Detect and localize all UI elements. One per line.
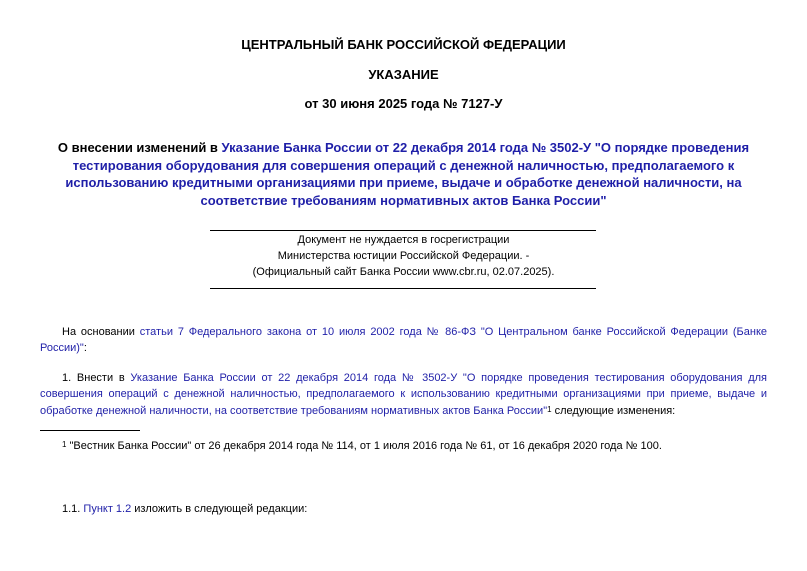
basis-law-link[interactable]: статьи 7 Федерального закона от 10 июля 2002 года № 86-ФЗ "О Центральном банке Российской Федерации (Банке России)" xyxy=(40,326,767,354)
title-amended-act-link[interactable]: Указание Банка России от 22 декабря 2014 года № 3502-У "О порядке проведения тестирования оборудования для совершения операций с денежной наличностью, предполагаемого к использованию кредитными организациями при приеме, выдаче и обработке денежной наличности, на соответствие требованиям нормативных актов Банка России" xyxy=(65,140,750,208)
registration-bottom-divider xyxy=(210,288,596,289)
item-1-suffix: следующие изменения: xyxy=(551,405,676,417)
item-1-amended-act-link[interactable]: Указание Банка России от 22 декабря 2014 года № 3502-У "О порядке проведения тестирования оборудования для совершения операций с денежной наличностью, предполагаемого к использованию кредитными организациями при приеме, выдаче и обработке денежной наличности, на соответствие требованиям нормативных актов Банка России" xyxy=(40,372,767,417)
registration-top-divider xyxy=(210,230,596,231)
registration-note-line-1: Документ не нуждается в госрегистрации xyxy=(297,234,510,246)
issuer-heading: ЦЕНТРАЛЬНЫЙ БАНК РОССИЙСКОЙ ФЕДЕРАЦИИ xyxy=(241,37,566,52)
item-1-1-prefix: 1.1. xyxy=(62,503,84,515)
document-title xyxy=(40,139,767,209)
document-date-number: от 30 июня 2025 года № 7127-У xyxy=(304,96,503,111)
title-prefix: О внесении изменений в xyxy=(57,140,222,155)
document-type: УКАЗАНИЕ xyxy=(368,67,439,82)
item-1-paragraph xyxy=(40,370,767,419)
basis-suffix: : xyxy=(83,342,87,354)
legal-basis-paragraph xyxy=(40,324,767,356)
item-1-prefix: 1. Внести в xyxy=(62,372,131,384)
footnote-text: "Вестник Банка России" от 26 декабря 2014 года № 114, от 1 июля 2016 года № 61, от 16 декабря 2020 года № 100. xyxy=(69,440,662,452)
item-1-1-paragraph xyxy=(40,501,767,517)
footnote-reference[interactable]: 1 xyxy=(547,405,552,414)
footnote-mark: 1 xyxy=(62,440,67,449)
item-1-1-suffix: изложить в следующей редакции: xyxy=(131,503,308,515)
footnote xyxy=(62,437,662,454)
basis-prefix: На основании xyxy=(62,326,140,338)
item-1-1-point-link[interactable]: Пункт 1.2 xyxy=(83,503,132,515)
footnote-divider xyxy=(40,430,140,431)
registration-note-line-2: Министерства юстиции Российской Федерации. - xyxy=(277,250,530,262)
registration-note-line-3: (Официальный сайт Банка России www.cbr.ru, 02.07.2025). xyxy=(252,266,555,278)
